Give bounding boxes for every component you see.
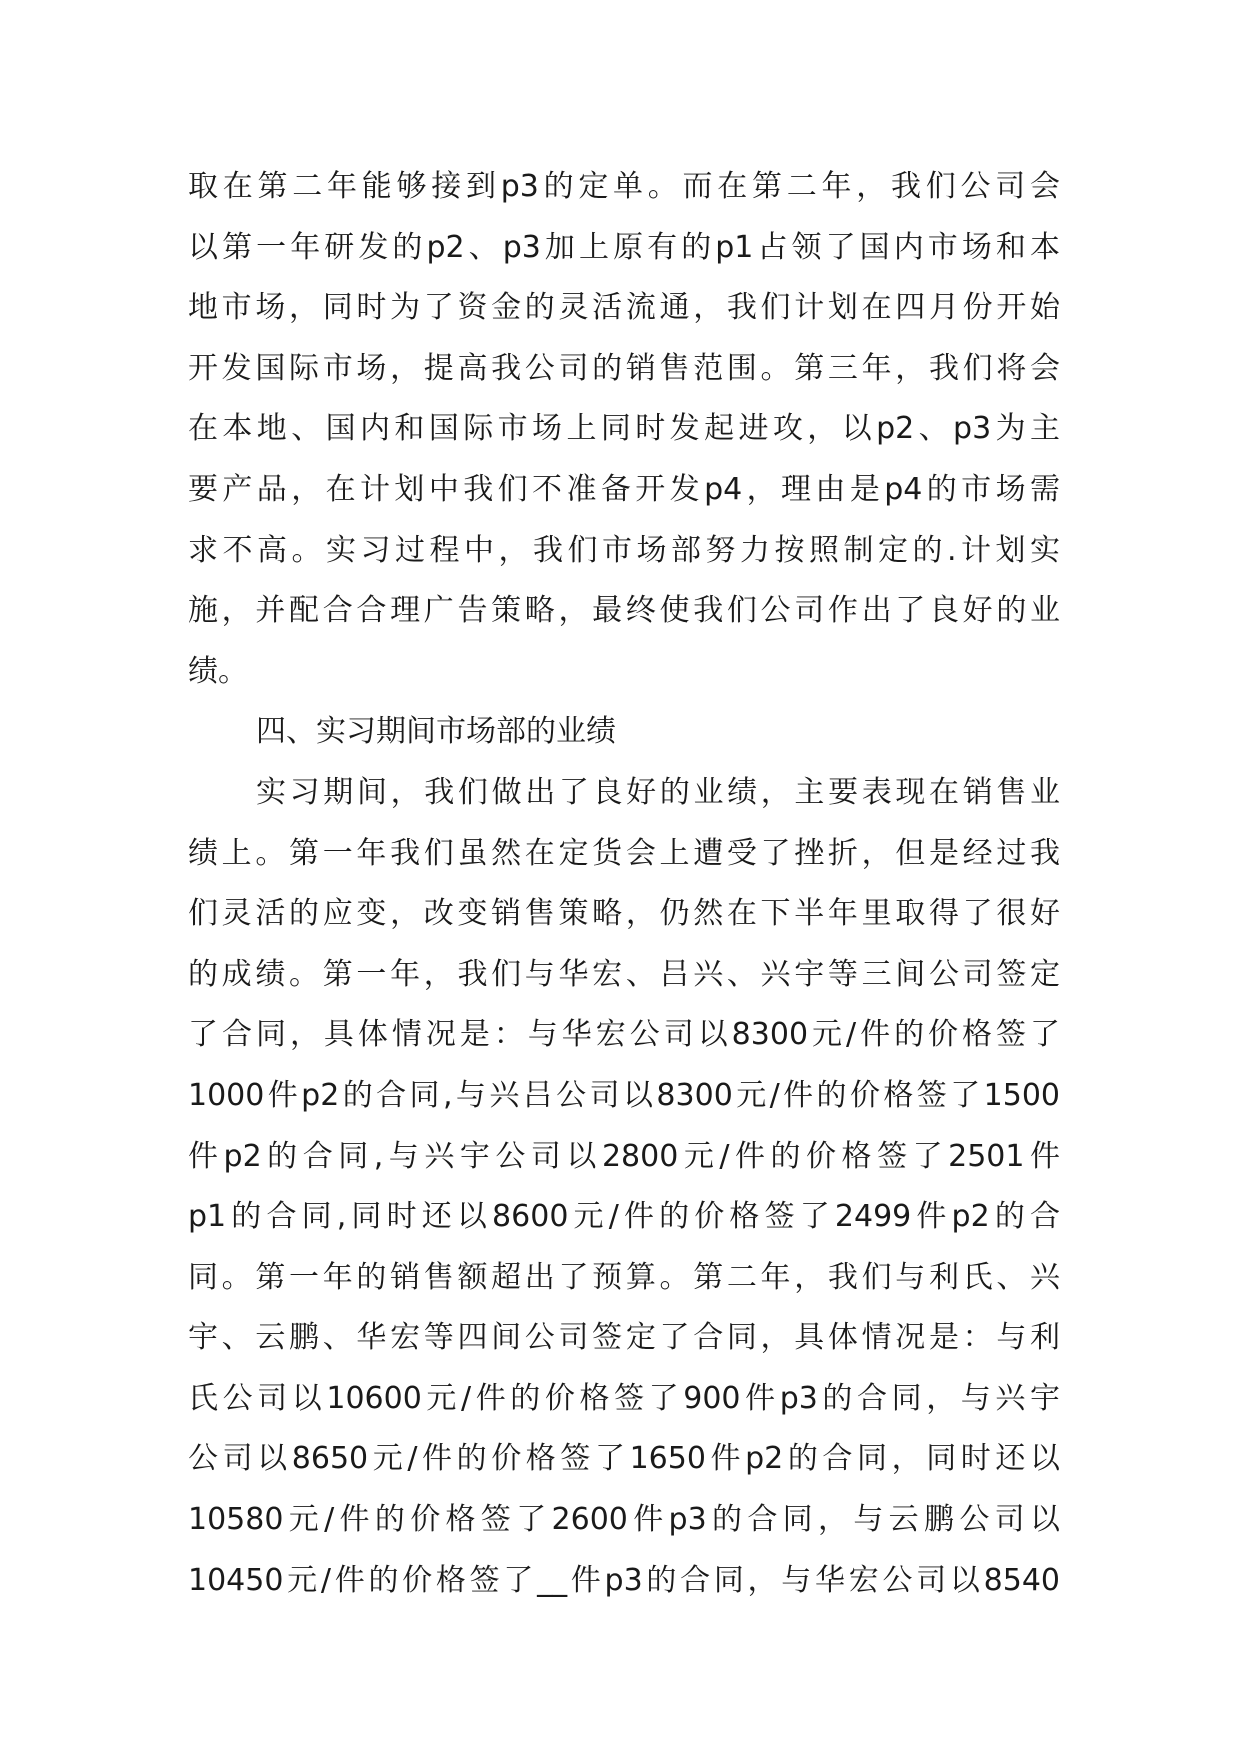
text-line: 10580元/件的价格签了2600件p3的合同，与云鹏公司以 (188, 1502, 1060, 1538)
text-line: 的成绩。第一年，我们与华宏、吕兴、兴宇等三间公司签定 (188, 956, 1060, 992)
text-line: p1的合同,同时还以8600元/件的价格签了2499件p2的合 (188, 1199, 1060, 1235)
text-line: 件p2的合同,与兴宇公司以2800元/件的价格签了2501件 (188, 1138, 1060, 1174)
text-line: 公司以8650元/件的价格签了1650件p2的合同，同时还以 (188, 1441, 1060, 1477)
text-line: 实习期间，我们做出了良好的业绩，主要表现在销售业 (256, 774, 1060, 810)
text-line: 了合同，具体情况是：与华宏公司以8300元/件的价格签了 (188, 1017, 1060, 1053)
text-line: 地市场，同时为了资金的灵活流通，我们计划在四月份开始 (188, 290, 1060, 326)
text-line: 同。第一年的销售额超出了预算。第二年，我们与利氏、兴 (188, 1259, 1060, 1295)
text-line: 绩。 (188, 653, 248, 689)
text-line: 求不高。实习过程中，我们市场部努力按照制定的.计划实 (188, 532, 1060, 568)
text-line: 们灵活的应变，改变销售策略，仍然在下半年里取得了很好 (188, 896, 1060, 932)
text-line: 取在第二年能够接到p3的定单。而在第二年，我们公司会 (188, 169, 1060, 204)
text-line: 施，并配合合理广告策略，最终使我们公司作出了良好的业 (188, 593, 1060, 629)
text-line: 氏公司以10600元/件的价格签了900件p3的合同，与兴宇 (188, 1380, 1060, 1416)
text-line: 绩上。第一年我们虽然在定货会上遭受了挫折，但是经过我 (188, 835, 1060, 871)
text-line: 宇、云鹏、华宏等四间公司签定了合同，具体情况是：与利 (188, 1320, 1060, 1356)
text-line: 要产品，在计划中我们不准备开发p4，理由是p4的市场需 (188, 471, 1060, 507)
body-text (188, 157, 1060, 1611)
text-line: 以第一年研发的p2、p3加上原有的p1占领了国内市场和本 (188, 229, 1060, 265)
text-line: 10450元/件的价格签了__件p3的合同，与华宏公司以8540 (188, 1562, 1060, 1598)
text-line: 1000件p2的合同,与兴吕公司以8300元/件的价格签了1500 (188, 1077, 1060, 1113)
text-line: 开发国际市场，提高我公司的销售范围。第三年，我们将会 (188, 350, 1060, 386)
section-heading: 四、实习期间市场部的业绩 (256, 714, 616, 750)
text-line: 在本地、国内和国际市场上同时发起进攻，以p2、p3为主 (188, 411, 1060, 447)
